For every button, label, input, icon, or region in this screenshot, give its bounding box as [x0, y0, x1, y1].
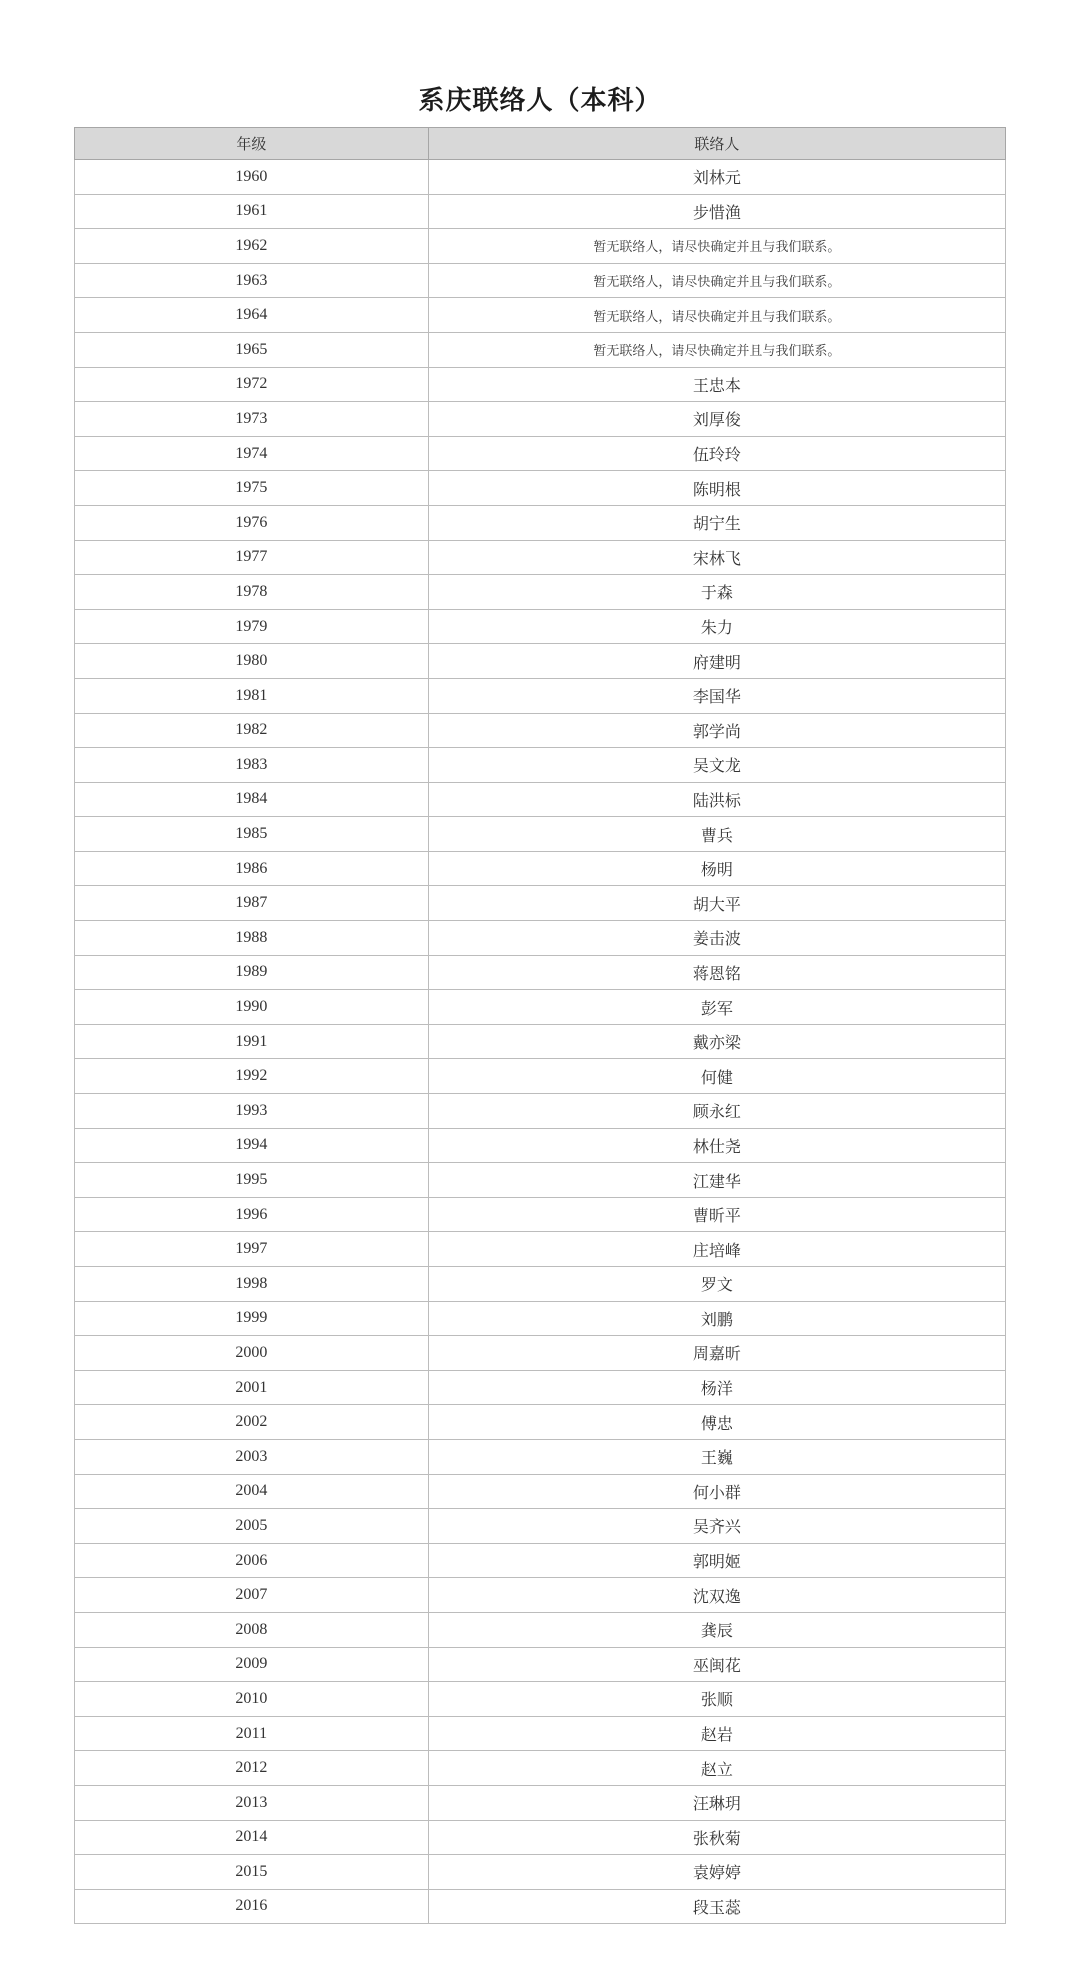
contact-cell: 郭明姬	[428, 1543, 1005, 1578]
year-cell: 1977	[75, 540, 429, 575]
year-cell: 2007	[75, 1578, 429, 1613]
table-row	[75, 194, 1006, 229]
table-row	[75, 817, 1006, 852]
contact-cell: 袁婷婷	[428, 1855, 1005, 1890]
contact-cell: 何健	[428, 1059, 1005, 1094]
contact-cell: 暂无联络人，请尽快确定并且与我们联系。	[428, 298, 1005, 333]
table-row	[75, 886, 1006, 921]
table-row	[75, 1855, 1006, 1890]
contact-cell: 巫闽花	[428, 1647, 1005, 1682]
contact-cell: 彭军	[428, 990, 1005, 1025]
table-row	[75, 1716, 1006, 1751]
table-row	[75, 1474, 1006, 1509]
contact-cell: 胡宁生	[428, 505, 1005, 540]
year-cell: 2008	[75, 1612, 429, 1647]
table-row	[75, 298, 1006, 333]
table-row	[75, 505, 1006, 540]
year-cell: 1989	[75, 955, 429, 990]
contact-cell: 朱力	[428, 609, 1005, 644]
table-row	[75, 540, 1006, 575]
year-cell: 1978	[75, 575, 429, 610]
table-row	[75, 229, 1006, 264]
table-row	[75, 1543, 1006, 1578]
year-cell: 1991	[75, 1024, 429, 1059]
table-row	[75, 921, 1006, 956]
table-row	[75, 1301, 1006, 1336]
year-cell: 1976	[75, 505, 429, 540]
table-row	[75, 1267, 1006, 1302]
table-row	[75, 1578, 1006, 1613]
contact-cell: 宋林飞	[428, 540, 1005, 575]
table-row	[75, 678, 1006, 713]
page-title: 系庆联络人（本科）	[418, 86, 662, 115]
year-cell: 1995	[75, 1163, 429, 1198]
year-cell: 2012	[75, 1751, 429, 1786]
year-cell: 1996	[75, 1197, 429, 1232]
table-row	[75, 990, 1006, 1025]
year-cell: 1992	[75, 1059, 429, 1094]
year-cell: 1972	[75, 367, 429, 402]
contact-cell: 陆洪标	[428, 782, 1005, 817]
contact-cell: 吴齐兴	[428, 1509, 1005, 1544]
table-row	[75, 1509, 1006, 1544]
year-cell: 1988	[75, 921, 429, 956]
table-row	[75, 160, 1006, 195]
year-cell: 1961	[75, 194, 429, 229]
year-cell: 1973	[75, 402, 429, 437]
contact-cell: 蒋恩铭	[428, 955, 1005, 990]
contact-cell: 曹兵	[428, 817, 1005, 852]
contact-cell: 吴文龙	[428, 748, 1005, 783]
contact-cell: 暂无联络人，请尽快确定并且与我们联系。	[428, 229, 1005, 264]
contact-cell: 江建华	[428, 1163, 1005, 1198]
contact-cell: 刘林元	[428, 160, 1005, 195]
contact-cell: 周嘉昕	[428, 1336, 1005, 1371]
contact-cell: 曹昕平	[428, 1197, 1005, 1232]
year-cell: 1982	[75, 713, 429, 748]
table-row	[75, 402, 1006, 437]
contact-cell: 伍玲玲	[428, 436, 1005, 471]
header-year: 年级	[75, 128, 429, 160]
table-row	[75, 748, 1006, 783]
year-cell: 2013	[75, 1785, 429, 1820]
table-row	[75, 367, 1006, 402]
table-row	[75, 1647, 1006, 1682]
contact-cell: 何小群	[428, 1474, 1005, 1509]
contact-cell: 庄培峰	[428, 1232, 1005, 1267]
year-cell: 2011	[75, 1716, 429, 1751]
table-row	[75, 644, 1006, 679]
table-row	[75, 1163, 1006, 1198]
contact-cell: 张顺	[428, 1682, 1005, 1717]
contact-cell: 顾永红	[428, 1094, 1005, 1129]
year-cell: 2000	[75, 1336, 429, 1371]
year-cell: 2006	[75, 1543, 429, 1578]
contact-cell: 张秋菊	[428, 1820, 1005, 1855]
year-cell: 1960	[75, 160, 429, 195]
contact-cell: 杨洋	[428, 1370, 1005, 1405]
table-row	[75, 1889, 1006, 1924]
table-row	[75, 1197, 1006, 1232]
year-cell: 1990	[75, 990, 429, 1025]
contact-cell: 郭学尚	[428, 713, 1005, 748]
table-row	[75, 471, 1006, 506]
contact-cell: 沈双逸	[428, 1578, 1005, 1613]
year-cell: 1999	[75, 1301, 429, 1336]
contact-cell: 林仕尧	[428, 1128, 1005, 1163]
table-row	[75, 1128, 1006, 1163]
table-row	[75, 1820, 1006, 1855]
table-row	[75, 1682, 1006, 1717]
table-row	[75, 263, 1006, 298]
contact-cell: 傅忠	[428, 1405, 1005, 1440]
year-cell: 1965	[75, 332, 429, 367]
table-row	[75, 436, 1006, 471]
table-row	[75, 609, 1006, 644]
contact-cell: 段玉蕊	[428, 1889, 1005, 1924]
header-contact: 联络人	[428, 128, 1005, 160]
table-row	[75, 1232, 1006, 1267]
contact-cell: 赵立	[428, 1751, 1005, 1786]
year-cell: 1964	[75, 298, 429, 333]
year-cell: 1993	[75, 1094, 429, 1129]
year-cell: 1998	[75, 1267, 429, 1302]
year-cell: 2004	[75, 1474, 429, 1509]
contact-cell: 胡大平	[428, 886, 1005, 921]
table-row	[75, 575, 1006, 610]
table-row	[75, 782, 1006, 817]
year-cell: 1987	[75, 886, 429, 921]
contact-cell: 陈明根	[428, 471, 1005, 506]
contact-cell: 王巍	[428, 1439, 1005, 1474]
table-row	[75, 1439, 1006, 1474]
contact-table	[74, 127, 1006, 1924]
table-row	[75, 1612, 1006, 1647]
contact-cell: 刘厚俊	[428, 402, 1005, 437]
year-cell: 2009	[75, 1647, 429, 1682]
contact-cell: 戴亦梁	[428, 1024, 1005, 1059]
table-row	[75, 332, 1006, 367]
table-row	[75, 1751, 1006, 1786]
year-cell: 1983	[75, 748, 429, 783]
year-cell: 1963	[75, 263, 429, 298]
contact-cell: 李国华	[428, 678, 1005, 713]
contact-cell: 刘鹏	[428, 1301, 1005, 1336]
table-row	[75, 1370, 1006, 1405]
table-row	[75, 1405, 1006, 1440]
table-header	[75, 128, 1006, 160]
table-row	[75, 1059, 1006, 1094]
year-cell: 1984	[75, 782, 429, 817]
contact-cell: 暂无联络人，请尽快确定并且与我们联系。	[428, 332, 1005, 367]
contact-cell: 暂无联络人，请尽快确定并且与我们联系。	[428, 263, 1005, 298]
year-cell: 2003	[75, 1439, 429, 1474]
year-cell: 2001	[75, 1370, 429, 1405]
header-row	[75, 128, 1006, 160]
year-cell: 2014	[75, 1820, 429, 1855]
table-row	[75, 1336, 1006, 1371]
year-cell: 1985	[75, 817, 429, 852]
year-cell: 1974	[75, 436, 429, 471]
contact-cell: 罗文	[428, 1267, 1005, 1302]
contact-cell: 姜击波	[428, 921, 1005, 956]
contact-cell: 于森	[428, 575, 1005, 610]
year-cell: 2015	[75, 1855, 429, 1890]
year-cell: 2010	[75, 1682, 429, 1717]
contact-cell: 赵岩	[428, 1716, 1005, 1751]
year-cell: 1980	[75, 644, 429, 679]
table-row	[75, 1024, 1006, 1059]
contact-cell: 王忠本	[428, 367, 1005, 402]
year-cell: 2002	[75, 1405, 429, 1440]
year-cell: 1979	[75, 609, 429, 644]
table-row	[75, 955, 1006, 990]
table-row	[75, 1785, 1006, 1820]
year-cell: 1975	[75, 471, 429, 506]
year-cell: 2016	[75, 1889, 429, 1924]
table-row	[75, 851, 1006, 886]
table-row	[75, 1094, 1006, 1129]
contact-cell: 步惜渔	[428, 194, 1005, 229]
contact-cell: 杨明	[428, 851, 1005, 886]
table-body	[75, 160, 1006, 1924]
table-row	[75, 713, 1006, 748]
year-cell: 1997	[75, 1232, 429, 1267]
year-cell: 2005	[75, 1509, 429, 1544]
contact-cell: 府建明	[428, 644, 1005, 679]
year-cell: 1986	[75, 851, 429, 886]
year-cell: 1994	[75, 1128, 429, 1163]
year-cell: 1981	[75, 678, 429, 713]
year-cell: 1962	[75, 229, 429, 264]
contact-cell: 龚辰	[428, 1612, 1005, 1647]
contact-cell: 汪琳玥	[428, 1785, 1005, 1820]
